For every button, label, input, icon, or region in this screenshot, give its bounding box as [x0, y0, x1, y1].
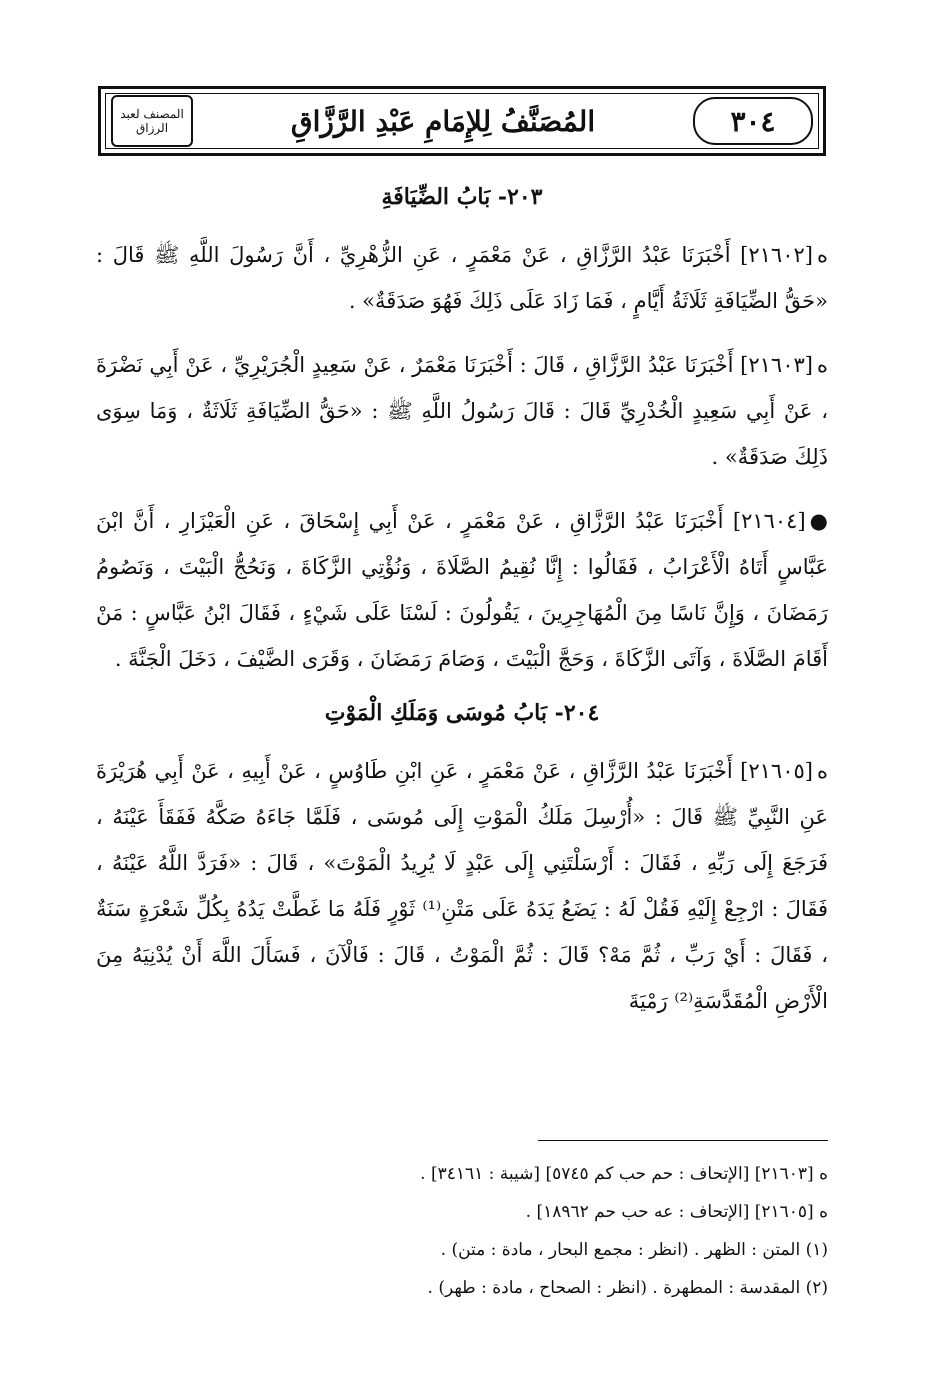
footnote-divider [538, 1140, 828, 1141]
footnotes [96, 1140, 828, 1307]
footnote: ه [٢١٦٠٥] [الإتحاف : عه حب حم ١٨٩٦٢] . [525, 1202, 828, 1222]
footnote: (١) المتن : الظهر . (انظر : مجمع البحار ، مادة : متن) . [440, 1240, 828, 1260]
hadith-paragraph [96, 748, 828, 1024]
footnote: (٢) المقدسة : المطهرة . (انظر : الصحاح ، مادة : طهر) . [427, 1278, 828, 1298]
page-header [98, 86, 826, 156]
chapter-heading: ٢٠٣- بَابُ الضِّيَافَةِ [381, 184, 543, 210]
page-number: ٣٠٤ [693, 97, 813, 145]
hadith-text: [٢١٦٠٣] أَخْبَرَنَا عَبْدُ الرَّزَّاقِ ، قَالَ : أَخْبَرَنَا مَعْمَرٌ ، عَنْ سَعِيدٍ الْجُرَيْرِيِّ ، عَنْ أَبِي نَضْرَةَ ، عَنْ أَبِي سَعِيدٍ الْخُدْرِيِّ قَالَ : قَالَ رَسُولُ اللَّهِ ﷺ : «حَقُّ الضِّيَافَةِ ثَلَاثَةٌ ، وَمَا سِوَى ذَلِكَ صَدَقَةٌ» . [96, 353, 828, 469]
hadith-paragraph [96, 232, 828, 324]
hadith-marker: ه [816, 243, 828, 267]
publisher-logo [111, 95, 193, 147]
hadith-text: [٢١٦٠٢] أَخْبَرَنَا عَبْدُ الرَّزَّاقِ ، عَنْ مَعْمَرٍ ، عَنِ الزُّهْرِيِّ ، أَنَّ رَسُولَ اللَّهِ ﷺ قَالَ : «حَقُّ الضِّيَافَةِ ثَلَاثَةُ أَيَّامٍ ، فَمَا زَادَ عَلَى ذَلِكَ فَهُوَ صَدَقَةٌ» . [96, 243, 828, 313]
logo-text: المصنف لعبد الرزاق [120, 107, 184, 135]
hadith-text: [٢١٦٠٥] أَخْبَرَنَا عَبْدُ الرَّزَّاقِ ، عَنْ مَعْمَرٍ ، عَنِ ابْنِ طَاوُسٍ ، عَنْ أَبِيهِ ، عَنْ أَبِي هُرَيْرَةَ عَنِ النَّبِيِّ ﷺ قَالَ : «أُرْسِلَ مَلَكُ الْمَوْتِ إِلَى مُوسَى ، فَلَمَّا جَاءَهُ صَكَّهُ فَفَقَأَ عَيْنَهُ ، فَرَجَعَ إِلَى رَبِّهِ ، فَقَالَ : أَرْسَلْتَنِي إِلَى عَبْدٍ لَا يُرِيدُ الْمَوْتَ» ، قَالَ : «فَرَدَّ اللَّهُ عَيْنَهُ ، فَقَالَ : ارْجِعْ إِلَيْهِ فَقُلْ لَهُ : يَضَعُ يَدَهُ عَلَى مَتْنِ⁽¹⁾ ثَوْرٍ فَلَهُ مَا غَطَّتْ يَدُهُ بِكُلِّ شَعْرَةٍ سَنَةٌ ، فَقَالَ : أَيْ رَبِّ ، ثُمَّ مَهْ؟ قَالَ : ثُمَّ الْمَوْتُ ، قَالَ : فَالْآنَ ، فَسَأَلَ اللَّهَ أَنْ يُدْنِيَهُ مِنَ الْأَرْضِ الْمُقَدَّسَةِ⁽²⁾ رَمْيَةَ [96, 759, 828, 1013]
hadith-text: [٢١٦٠٤] أَخْبَرَنَا عَبْدُ الرَّزَّاقِ ، عَنْ مَعْمَرٍ ، عَنْ أَبِي إِسْحَاقَ ، عَنِ الْعَيْزَارِ ، أَنَّ ابْنَ عَبَّاسٍ أَتَاهُ الْأَعْرَابُ ، فَقَالُوا : إِنَّا نُقِيمُ الصَّلَاةَ ، وَنُؤْتِي الزَّكَاةَ ، وَنَحُجُّ الْبَيْتَ ، وَنَصُومُ رَمَضَانَ ، وَإِنَّ نَاسًا مِنَ الْمُهَاجِرِينَ ، يَقُولُونَ : لَسْنَا عَلَى شَيْءٍ ، فَقَالَ ابْنُ عَبَّاسٍ : مَنْ أَقَامَ الصَّلَاةَ ، وَآتَى الزَّكَاةَ ، وَحَجَّ الْبَيْتَ ، وَصَامَ رَمَضَانَ ، وَقَرَى الضَّيْفَ ، دَخَلَ الْجَنَّةَ . [96, 509, 828, 671]
hadith-marker: ه [816, 353, 828, 377]
hadith-paragraph [96, 498, 828, 682]
book-title: المُصَنَّفُ لِلإِمَامِ عَبْدِ الرَّزَّاقِ [290, 104, 596, 138]
footnote: ه [٢١٦٠٣] [الإتحاف : حم حب كم ٥٧٤٥] [شيبة : ٣٤١٦١] . [420, 1164, 828, 1184]
chapter-heading: ٢٠٤- بَابُ مُوسَى وَمَلَكِ الْمَوْتِ [324, 700, 600, 726]
main-text [96, 176, 828, 1042]
hadith-marker: ● [809, 509, 828, 533]
hadith-marker: ه [816, 759, 828, 783]
hadith-paragraph [96, 342, 828, 480]
